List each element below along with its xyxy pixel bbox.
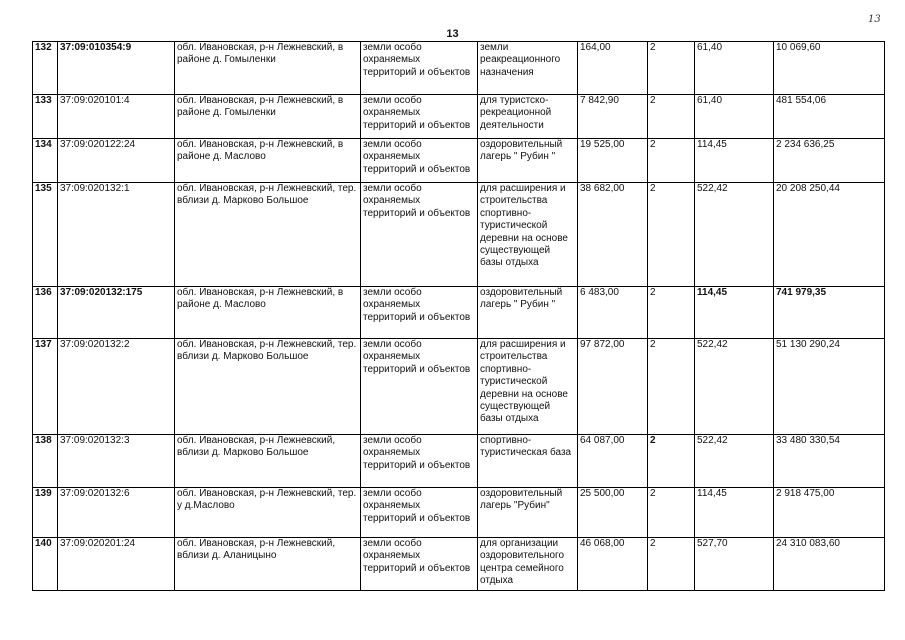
table-row <box>33 488 885 538</box>
rate: 527,70 <box>695 538 774 591</box>
land-category: земли особо охраняемых территорий и объектов <box>361 287 478 339</box>
table-row <box>33 95 885 139</box>
cadastral-number: 37:09:020132:1 <box>58 183 175 287</box>
permitted-use: оздоровительный лагерь " Рубин " <box>478 139 578 183</box>
code: 2 <box>648 488 695 538</box>
row-number: 134 <box>33 139 58 183</box>
page-number: 13 <box>446 28 459 40</box>
permitted-use: для расширения и строительства спортивно-туристической деревни на основе существующей базы отдыха <box>478 183 578 287</box>
area: 38 682,00 <box>578 183 648 287</box>
land-category: земли особо охраняемых территорий и объектов <box>361 488 478 538</box>
area: 164,00 <box>578 42 648 95</box>
land-category: земли особо охраняемых территорий и объектов <box>361 538 478 591</box>
row-number: 135 <box>33 183 58 287</box>
code: 2 <box>648 183 695 287</box>
code: 2 <box>648 42 695 95</box>
address: обл. Ивановская, р-н Лежневский, в районе д. Гомыленки <box>175 42 361 95</box>
address: обл. Ивановская, р-н Лежневский, тер. вблизи д. Марково Большое <box>175 183 361 287</box>
table-row <box>33 42 885 95</box>
row-number: 139 <box>33 488 58 538</box>
rate: 114,45 <box>695 488 774 538</box>
rate: 114,45 <box>695 287 774 339</box>
land-category: земли особо охраняемых территорий и объектов <box>361 183 478 287</box>
cadastral-value: 2 918 475,00 <box>774 488 885 538</box>
land-category: земли особо охраняемых территорий и объектов <box>361 339 478 435</box>
land-category: земли особо охраняемых территорий и объектов <box>361 42 478 95</box>
cadastral-number: 37:09:020201:24 <box>58 538 175 591</box>
cadastral-value: 2 234 636,25 <box>774 139 885 183</box>
cadastral-value: 10 069,60 <box>774 42 885 95</box>
land-registry-table <box>32 41 885 591</box>
rate: 61,40 <box>695 42 774 95</box>
row-number: 132 <box>33 42 58 95</box>
row-number: 133 <box>33 95 58 139</box>
cadastral-number: 37:09:020132:6 <box>58 488 175 538</box>
table-row <box>33 139 885 183</box>
permitted-use: оздоровительный лагерь "Рубин" <box>478 488 578 538</box>
code: 2 <box>648 435 695 488</box>
area: 25 500,00 <box>578 488 648 538</box>
land-category: земли особо охраняемых территорий и объектов <box>361 95 478 139</box>
cadastral-number: 37:09:020101:4 <box>58 95 175 139</box>
area: 7 842,90 <box>578 95 648 139</box>
permitted-use: земли реакреационного назначения <box>478 42 578 95</box>
address: обл. Ивановская, р-н Лежневский, в районе д. Маслово <box>175 287 361 339</box>
code: 2 <box>648 538 695 591</box>
permitted-use: для туристско-рекреационной деятельности <box>478 95 578 139</box>
cadastral-number: 37:09:020132:2 <box>58 339 175 435</box>
code: 2 <box>648 339 695 435</box>
address: обл. Ивановская, р-н Лежневский, в районе д. Гомыленки <box>175 95 361 139</box>
rate: 114,45 <box>695 139 774 183</box>
cadastral-number: 37:09:020132:175 <box>58 287 175 339</box>
area: 6 483,00 <box>578 287 648 339</box>
row-number: 136 <box>33 287 58 339</box>
cadastral-value: 741 979,35 <box>774 287 885 339</box>
handwritten-page-mark: 13 <box>868 14 881 25</box>
rate: 522,42 <box>695 339 774 435</box>
code: 2 <box>648 139 695 183</box>
address: обл. Ивановская, р-н Лежневский, вблизи д. Аланицыно <box>175 538 361 591</box>
cadastral-value: 51 130 290,24 <box>774 339 885 435</box>
land-category: земли особо охраняемых территорий и объектов <box>361 139 478 183</box>
area: 19 525,00 <box>578 139 648 183</box>
cadastral-value: 20 208 250,44 <box>774 183 885 287</box>
cadastral-value: 33 480 330,54 <box>774 435 885 488</box>
cadastral-value: 481 554,06 <box>774 95 885 139</box>
row-number: 137 <box>33 339 58 435</box>
cadastral-value: 24 310 083,60 <box>774 538 885 591</box>
permitted-use: оздоровительный лагерь " Рубин " <box>478 287 578 339</box>
cadastral-number: 37:09:010354:9 <box>58 42 175 95</box>
cadastral-number: 37:09:020122:24 <box>58 139 175 183</box>
rate: 522,42 <box>695 183 774 287</box>
cadastral-number: 37:09:020132:3 <box>58 435 175 488</box>
table-row <box>33 435 885 488</box>
land-category: земли особо охраняемых территорий и объектов <box>361 435 478 488</box>
address: обл. Ивановская, р-н Лежневский, тер. у д.Маслово <box>175 488 361 538</box>
area: 46 068,00 <box>578 538 648 591</box>
permitted-use: для расширения и строительства спортивно-туристической деревни на основе существующей базы отдыха <box>478 339 578 435</box>
address: обл. Ивановская, р-н Лежневский, тер. вблизи д. Марково Большое <box>175 339 361 435</box>
row-number: 138 <box>33 435 58 488</box>
area: 64 087,00 <box>578 435 648 488</box>
code: 2 <box>648 95 695 139</box>
permitted-use: спортивно-туристическая база <box>478 435 578 488</box>
rate: 522,42 <box>695 435 774 488</box>
row-number: 140 <box>33 538 58 591</box>
permitted-use: для организации оздоровительного центра семейного отдыха <box>478 538 578 591</box>
table-row <box>33 339 885 435</box>
address: обл. Ивановская, р-н Лежневский, в районе д. Маслово <box>175 139 361 183</box>
address: обл. Ивановская, р-н Лежневский, вблизи д. Марково Большое <box>175 435 361 488</box>
area: 97 872,00 <box>578 339 648 435</box>
code: 2 <box>648 287 695 339</box>
table-row <box>33 183 885 287</box>
table-row <box>33 287 885 339</box>
rate: 61,40 <box>695 95 774 139</box>
table-row <box>33 538 885 591</box>
